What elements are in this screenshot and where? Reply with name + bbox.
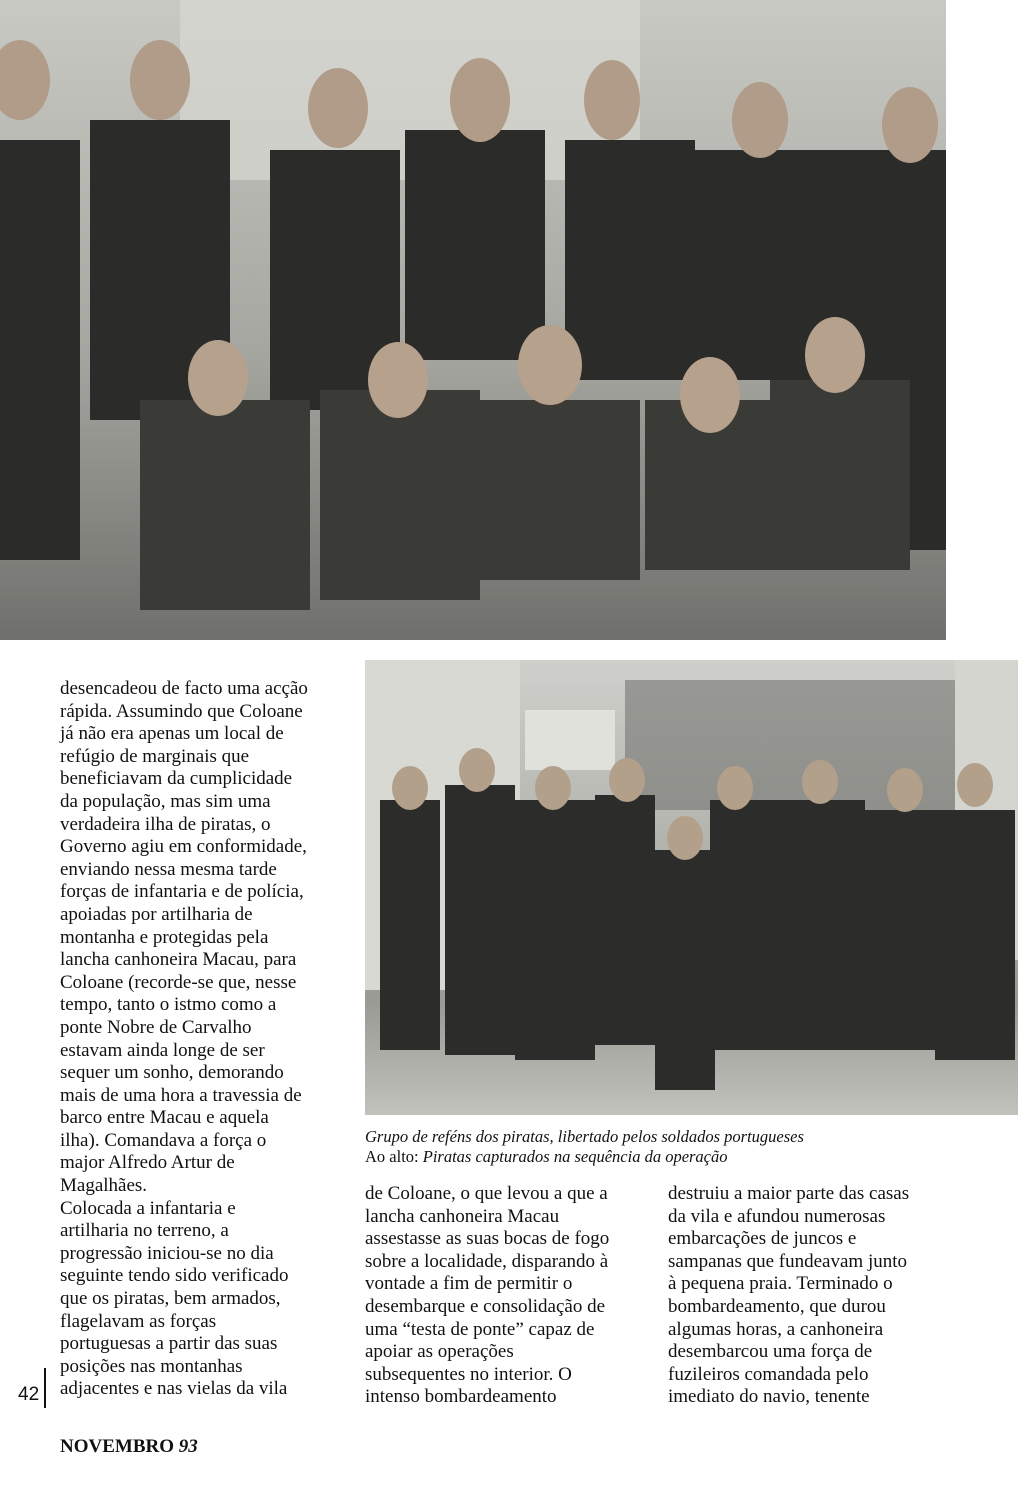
photo-caption [365,1127,1015,1167]
photo-captured-pirates-image [0,0,946,640]
caption-prefix: Ao alto: [365,1147,423,1166]
paragraph: de Coloane, o que levou a que a lancha canhoneira Macau assestasse as suas bocas de fogo sobre a localidade, disparando à vontade a fim de permitir o desembarque e consolidação de uma “testa de ponte” capaz de apoiar as operações subsequentes no interior. O intenso bombardeamento [365,1183,610,1408]
caption-line-2 [365,1147,1015,1167]
page-number: 42 [18,1384,40,1405]
photo-hostages-group-image [365,660,1018,1115]
footer-year: 93 [178,1436,198,1457]
paragraph: destruiu a maior parte das casas da vila e afundou numerosas embarcações de juncos e sampanas que fundeavam junto à pequena praia. Terminado o bombardeamento, que durou algumas horas, a canhoneira desembarcou uma força de fuzileiros comandada pelo imediato do navio, tenente [668,1183,910,1408]
issue-footer [60,1436,198,1458]
page-number-rule [44,1368,46,1408]
paragraph: desencadeou de facto uma acção rápida. Assumindo que Coloane já não era apenas um local de refúgio de marginais que beneficiavam da cumplicidade da população, mas sim uma verdadeira ilha de piratas, o Governo agiu em conformidade, enviando nessa mesma tarde forças de infantaria e de polícia, apoiadas por artilharia de montanha e protegidas pela lancha canhoneira Macau, para Coloane (recorde-se que, nesse tempo, tanto o istmo como a ponte Nobre de Carvalho estavam ainda longe de ser sequer um sonho, demorando mais de uma hora a travessia de barco entre Macau e aquela ilha). Comandava a força o major Alfredo Artur de Magalhães. [60,678,308,1197]
footer-month: NOVEMBRO [60,1436,174,1457]
caption-line-1: Grupo de reféns dos piratas, libertado pelos soldados portugueses [365,1127,804,1146]
article-column-3 [668,1183,968,1409]
photo-hostages-group [365,660,1018,1115]
article-column-2 [365,1183,657,1409]
photo-captured-pirates [0,0,946,640]
article-column-1 [60,678,355,1401]
caption-italic-text: Piratas capturados na sequência da operação [422,1147,728,1166]
paragraph: Colocada a infantaria e artilharia no terreno, a progressão iniciou-se no dia seguinte tendo sido verificado que os piratas, bem armados, flagelavam as forças portuguesas a partir das suas posições nas montanhas adjacentes e nas vielas da vila [60,1197,289,1400]
